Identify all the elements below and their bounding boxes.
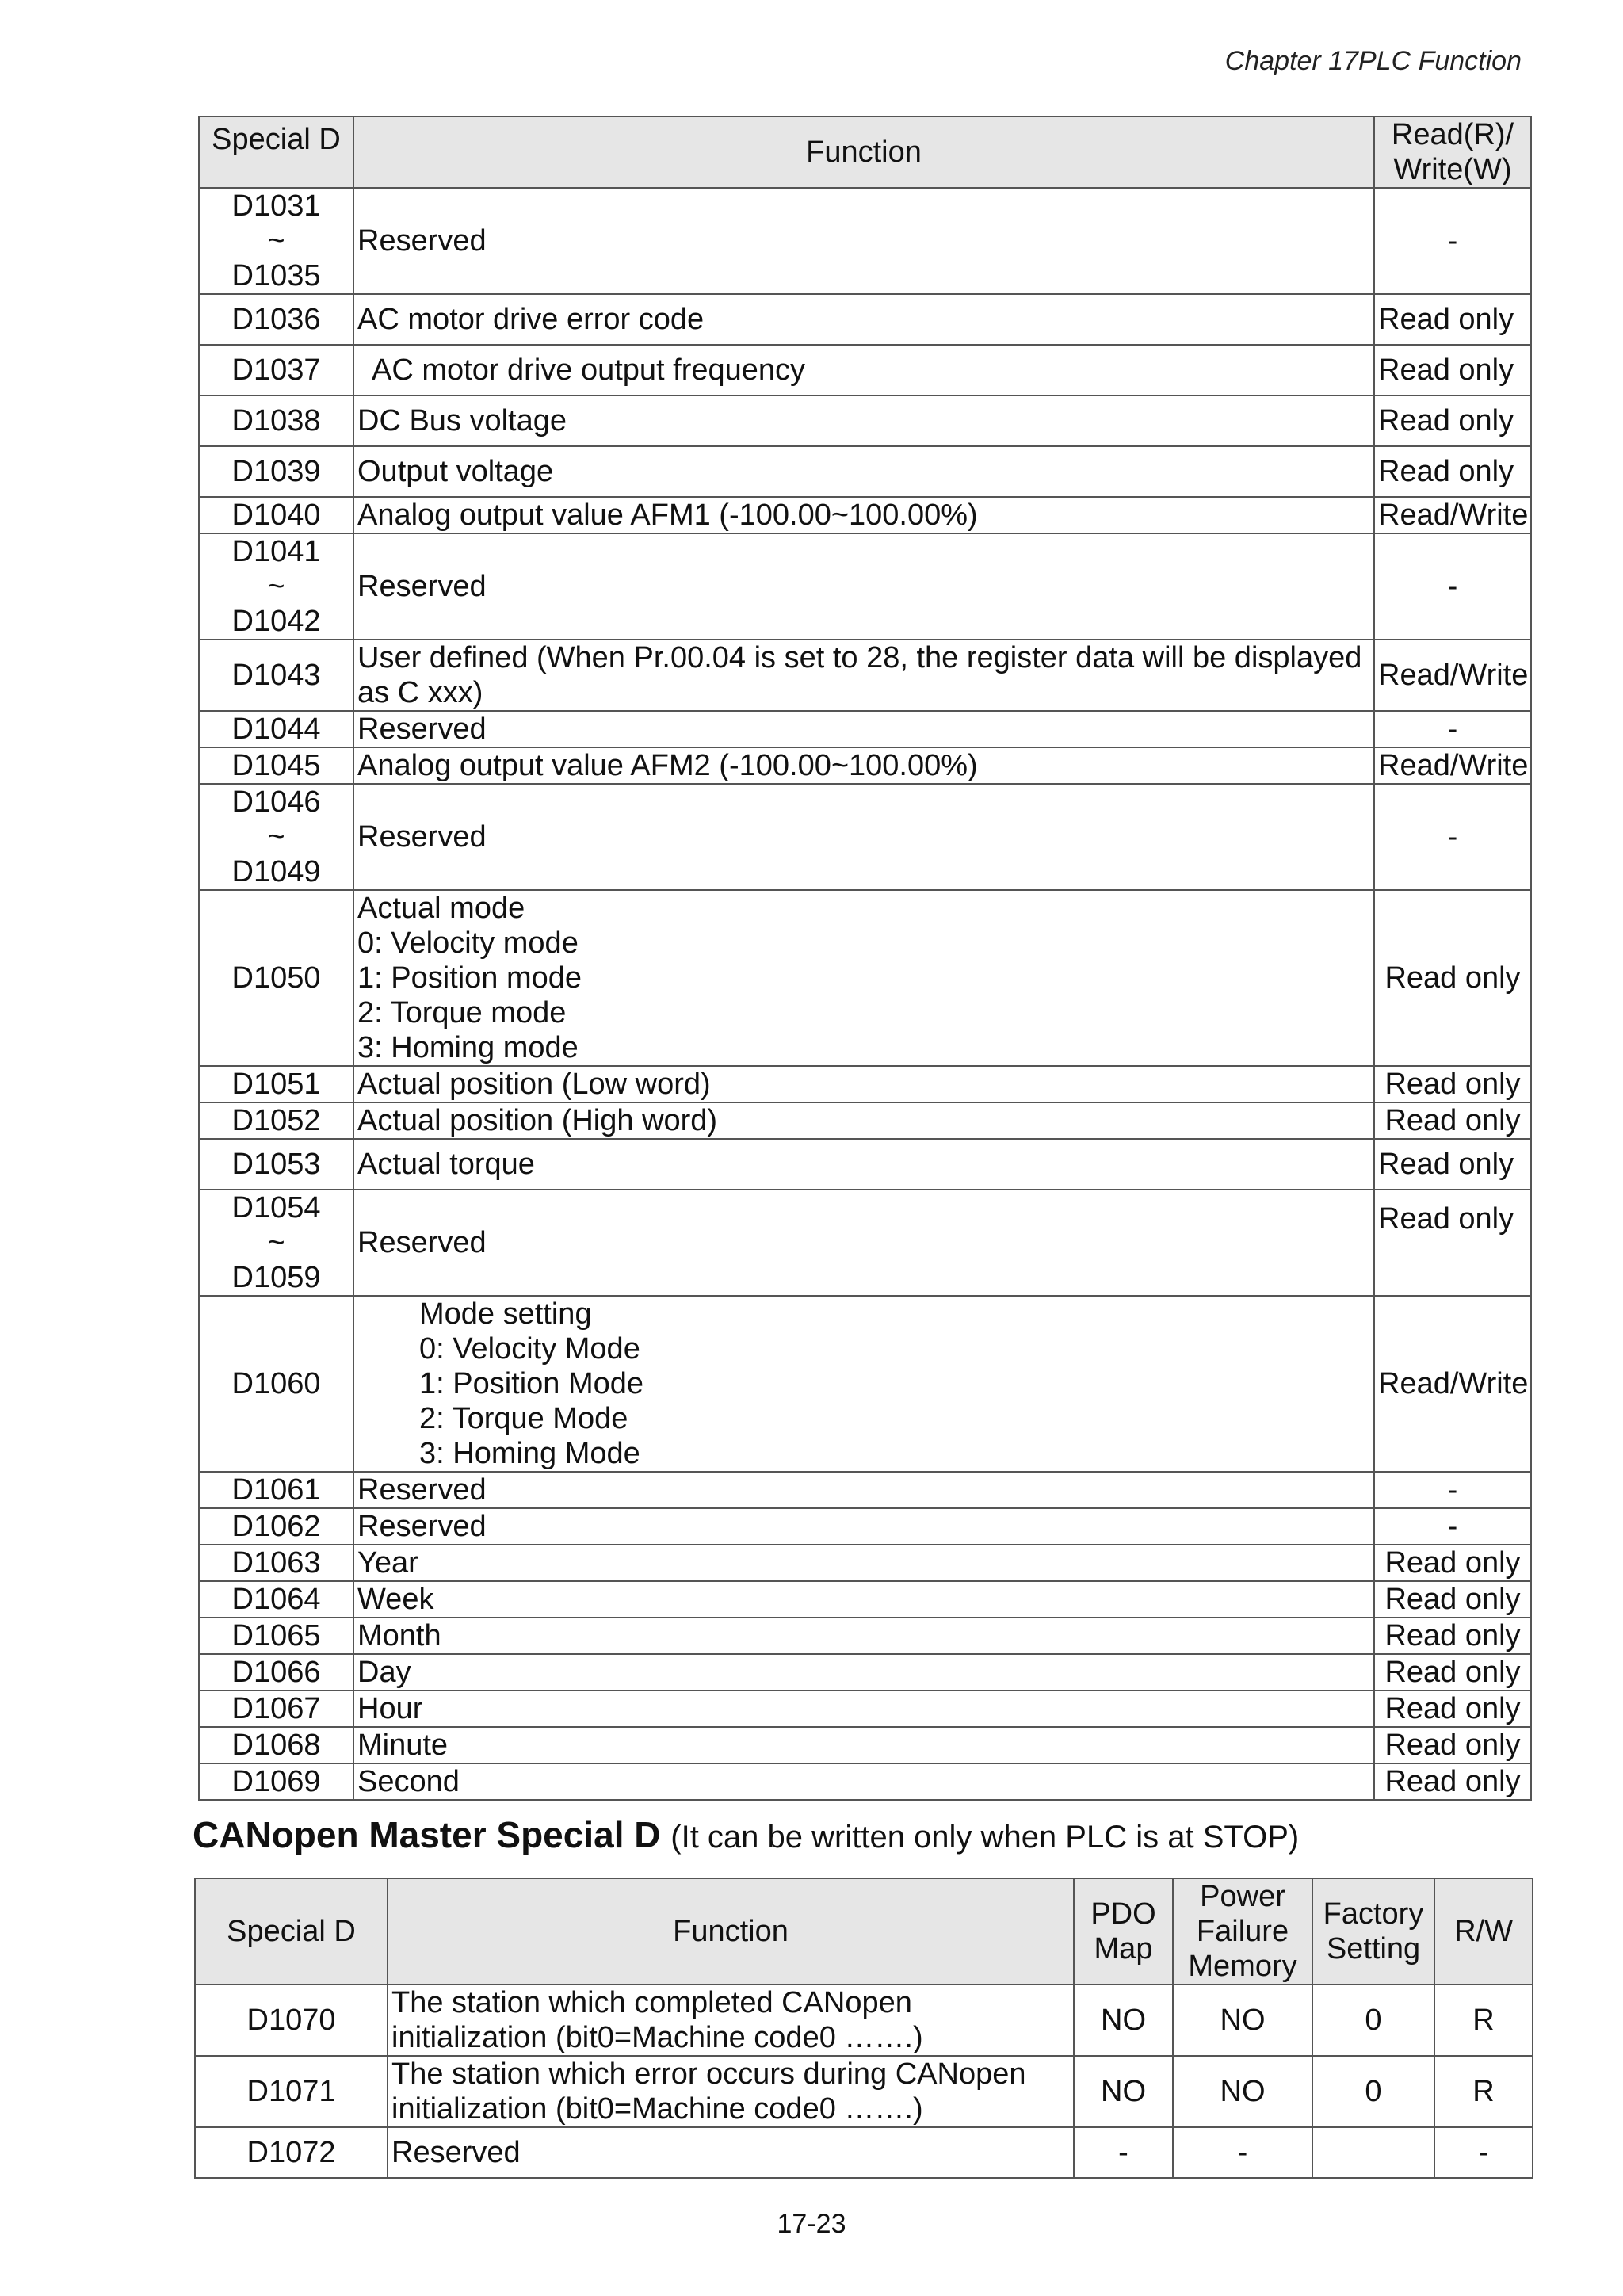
function-description bbox=[353, 1545, 1374, 1581]
line: D1037 bbox=[231, 353, 321, 387]
table-row bbox=[199, 1763, 1531, 1800]
register-code bbox=[199, 640, 353, 711]
table-row bbox=[199, 1066, 1531, 1102]
table-row bbox=[195, 2127, 1533, 2178]
section-note: (It can be written only when PLC is at STOP) bbox=[670, 1820, 1300, 1855]
register-code: D1071 bbox=[195, 2056, 388, 2127]
line: Reserved bbox=[357, 712, 487, 746]
section-title bbox=[193, 1813, 1299, 1856]
line: Actual torque bbox=[357, 1148, 535, 1181]
register-code bbox=[199, 1654, 353, 1690]
read-write-access: Read only bbox=[1374, 1763, 1531, 1800]
line: Day bbox=[357, 1656, 411, 1689]
register-code bbox=[199, 1763, 353, 1800]
line: 1: Position Mode bbox=[419, 1367, 644, 1400]
line: 0: Velocity Mode bbox=[419, 1332, 640, 1366]
line: D1053 bbox=[231, 1148, 321, 1181]
line: D1059 bbox=[231, 1261, 321, 1294]
rw-value: - bbox=[1434, 2127, 1533, 2178]
function-description bbox=[353, 1654, 1374, 1690]
read-write-access: - bbox=[1374, 1508, 1531, 1545]
line: Second bbox=[357, 1765, 460, 1798]
register-code: D1070 bbox=[195, 1985, 388, 2056]
table-row bbox=[199, 711, 1531, 747]
factory-setting-value bbox=[1312, 2127, 1434, 2178]
function-description bbox=[353, 1727, 1374, 1763]
read-write-access: Read only bbox=[1374, 1690, 1531, 1727]
table-row bbox=[199, 1139, 1531, 1190]
table-row bbox=[199, 395, 1531, 446]
line: Month bbox=[357, 1619, 441, 1652]
line: ~ bbox=[267, 570, 285, 603]
table-row bbox=[199, 640, 1531, 711]
pdo-map-value: - bbox=[1074, 2127, 1173, 2178]
function-description bbox=[353, 1139, 1374, 1190]
line: D1035 bbox=[231, 259, 321, 292]
register-code bbox=[199, 1296, 353, 1472]
line: Reserved bbox=[391, 2136, 521, 2169]
read-write-access: Read only bbox=[1374, 1066, 1531, 1102]
table-row bbox=[199, 497, 1531, 533]
line: D1067 bbox=[231, 1692, 321, 1725]
function-description bbox=[353, 1618, 1374, 1654]
header-rw-line1: Read(R)/ bbox=[1391, 118, 1514, 151]
header-rw-line2: Write(W) bbox=[1393, 153, 1512, 186]
register-code bbox=[199, 784, 353, 890]
line: AC motor drive output frequency bbox=[372, 353, 806, 387]
line: ~ bbox=[267, 820, 285, 854]
line: 2: Torque mode bbox=[357, 996, 567, 1030]
line: Analog output value AFM1 (-100.00~100.00%) bbox=[357, 499, 978, 532]
header-function: Function bbox=[388, 1878, 1074, 1985]
line: initialization (bit0=Machine code0 …….) bbox=[391, 2021, 923, 2054]
read-write-access: Read/Write bbox=[1374, 640, 1531, 711]
function-description bbox=[353, 533, 1374, 640]
register-code bbox=[199, 890, 353, 1066]
table-row bbox=[199, 1296, 1531, 1472]
register-code bbox=[199, 1102, 353, 1139]
function-description bbox=[353, 747, 1374, 784]
table-row bbox=[199, 1727, 1531, 1763]
line: Reserved bbox=[357, 570, 487, 603]
line: D1045 bbox=[231, 749, 321, 782]
line: D1036 bbox=[231, 303, 321, 336]
line: The station which completed CANopen bbox=[391, 1986, 912, 2019]
function-description bbox=[353, 1581, 1374, 1618]
read-write-access: Read only bbox=[1374, 345, 1531, 395]
line: initialization (bit0=Machine code0 …….) bbox=[391, 2092, 923, 2126]
table-row bbox=[199, 747, 1531, 784]
function-description bbox=[353, 784, 1374, 890]
register-code bbox=[199, 446, 353, 497]
register-code bbox=[199, 1581, 353, 1618]
pdo-map-value: NO bbox=[1074, 1985, 1173, 2056]
table-row bbox=[199, 294, 1531, 345]
read-write-access: - bbox=[1374, 1472, 1531, 1508]
line: Actual mode bbox=[357, 892, 525, 925]
table-row bbox=[199, 345, 1531, 395]
table-row bbox=[199, 1190, 1531, 1296]
function-description bbox=[353, 1102, 1374, 1139]
function-description bbox=[353, 1066, 1374, 1102]
table-row bbox=[199, 1472, 1531, 1508]
line: Analog output value AFM2 (-100.00~100.00%) bbox=[357, 749, 978, 782]
function-description bbox=[353, 188, 1374, 294]
register-code bbox=[199, 1066, 353, 1102]
line: D1068 bbox=[231, 1729, 321, 1762]
table-row bbox=[199, 1690, 1531, 1727]
line: Reserved bbox=[357, 820, 487, 854]
read-write-access: Read only bbox=[1374, 1102, 1531, 1139]
line: Minute bbox=[357, 1729, 449, 1762]
register-code bbox=[199, 1508, 353, 1545]
table-row bbox=[195, 1985, 1533, 2056]
line: ~ bbox=[267, 1226, 285, 1259]
table-row bbox=[199, 533, 1531, 640]
page-number: 17-23 bbox=[777, 2209, 846, 2239]
line: User defined (When Pr.00.04 is set to 28, the register data will be displayed bbox=[357, 641, 1362, 674]
header-power-failure-memory bbox=[1173, 1878, 1312, 1985]
line: Reserved bbox=[357, 1473, 487, 1507]
rw-value: R bbox=[1434, 2056, 1533, 2127]
function-description bbox=[353, 497, 1374, 533]
read-write-access: - bbox=[1374, 784, 1531, 890]
table-row bbox=[199, 1581, 1531, 1618]
read-write-access: Read only bbox=[1374, 395, 1531, 446]
register-code: D1072 bbox=[195, 2127, 388, 2178]
read-write-access: Read only bbox=[1374, 446, 1531, 497]
read-write-access: Read only bbox=[1374, 294, 1531, 345]
line: D1066 bbox=[231, 1656, 321, 1689]
table-row bbox=[199, 890, 1531, 1066]
read-write-access: Read/Write bbox=[1374, 497, 1531, 533]
power-failure-memory-value: - bbox=[1173, 2127, 1312, 2178]
table-row bbox=[199, 784, 1531, 890]
line: D1049 bbox=[231, 855, 321, 888]
line: D1069 bbox=[231, 1765, 321, 1798]
function-description bbox=[353, 711, 1374, 747]
table-row bbox=[199, 188, 1531, 294]
line: D1040 bbox=[231, 499, 321, 532]
register-code bbox=[199, 1618, 353, 1654]
line: 2: Torque Mode bbox=[419, 1402, 628, 1435]
line: The station which error occurs during CANopen bbox=[391, 2057, 1026, 2091]
function-description bbox=[353, 1190, 1374, 1296]
line: DC Bus voltage bbox=[357, 404, 567, 437]
table-row bbox=[195, 2056, 1533, 2127]
function-description bbox=[388, 2127, 1074, 2178]
line: D1050 bbox=[231, 961, 321, 995]
line: Actual position (Low word) bbox=[357, 1068, 711, 1101]
function-description bbox=[353, 345, 1374, 395]
read-write-access: Read only bbox=[1374, 1727, 1531, 1763]
power-failure-memory-value: NO bbox=[1173, 1985, 1312, 2056]
read-write-access: - bbox=[1374, 711, 1531, 747]
register-code bbox=[199, 1690, 353, 1727]
function-description bbox=[353, 1690, 1374, 1727]
header-rw: R/W bbox=[1434, 1878, 1533, 1985]
line: D1044 bbox=[231, 712, 321, 746]
line: D1065 bbox=[231, 1619, 321, 1652]
line: D1063 bbox=[231, 1546, 321, 1580]
line: Week bbox=[357, 1583, 434, 1616]
header-pdo-map bbox=[1074, 1878, 1173, 1985]
pdo-map-value: NO bbox=[1074, 2056, 1173, 2127]
line: AC motor drive error code bbox=[357, 303, 705, 336]
read-write-access: - bbox=[1374, 188, 1531, 294]
table-row bbox=[199, 1618, 1531, 1654]
function-description bbox=[353, 890, 1374, 1066]
line: Mode setting bbox=[419, 1297, 592, 1331]
special-d-table bbox=[198, 116, 1532, 1801]
line: Reserved bbox=[357, 1510, 487, 1543]
line: Reserved bbox=[357, 224, 487, 258]
line: 3: Homing Mode bbox=[419, 1437, 640, 1470]
read-write-access: Read/Write bbox=[1374, 1296, 1531, 1472]
table-row bbox=[199, 1508, 1531, 1545]
line: D1054 bbox=[231, 1191, 321, 1224]
line: D1042 bbox=[231, 605, 321, 638]
line: 0: Velocity mode bbox=[357, 926, 579, 960]
section-title-text: CANopen Master Special D bbox=[193, 1814, 661, 1855]
line: D1064 bbox=[231, 1583, 321, 1616]
header-factory-line1: Factory bbox=[1323, 1897, 1424, 1931]
factory-setting-value: 0 bbox=[1312, 2056, 1434, 2127]
header-pdo-line1: PDO bbox=[1090, 1897, 1156, 1931]
register-code bbox=[199, 1139, 353, 1190]
register-code bbox=[199, 497, 353, 533]
factory-setting-value: 0 bbox=[1312, 1985, 1434, 2056]
read-write-access: Read only bbox=[1374, 1618, 1531, 1654]
line: D1038 bbox=[231, 404, 321, 437]
header-special-d: Special D bbox=[199, 117, 353, 188]
line: D1061 bbox=[231, 1473, 321, 1507]
function-description bbox=[353, 640, 1374, 711]
function-description bbox=[353, 1472, 1374, 1508]
register-code bbox=[199, 533, 353, 640]
line: D1051 bbox=[231, 1068, 321, 1101]
line: Year bbox=[357, 1546, 418, 1580]
line: D1062 bbox=[231, 1510, 321, 1543]
line: D1052 bbox=[231, 1104, 321, 1137]
read-write-access: Read only bbox=[1374, 1654, 1531, 1690]
line: as C xxx) bbox=[357, 676, 483, 709]
read-write-access: Read only bbox=[1374, 1139, 1531, 1190]
table-row bbox=[199, 446, 1531, 497]
rw-value: R bbox=[1434, 1985, 1533, 2056]
header-read-write bbox=[1374, 117, 1531, 188]
register-code bbox=[199, 747, 353, 784]
header-pdo-line2: Map bbox=[1094, 1932, 1153, 1966]
line: Hour bbox=[357, 1692, 423, 1725]
register-code bbox=[199, 294, 353, 345]
line: 3: Homing mode bbox=[357, 1031, 579, 1064]
line: D1046 bbox=[231, 785, 321, 819]
read-write-access: Read only bbox=[1374, 890, 1531, 1066]
function-description bbox=[353, 1508, 1374, 1545]
line: ~ bbox=[267, 224, 285, 258]
line: D1039 bbox=[231, 455, 321, 488]
line: 1: Position mode bbox=[357, 961, 582, 995]
read-write-access: - bbox=[1374, 533, 1531, 640]
register-code bbox=[199, 711, 353, 747]
read-write-access: Read only bbox=[1374, 1545, 1531, 1581]
function-description bbox=[353, 395, 1374, 446]
line: D1060 bbox=[231, 1367, 321, 1400]
table-row bbox=[199, 1545, 1531, 1581]
read-write-access: Read only bbox=[1374, 1581, 1531, 1618]
line: Actual position (High word) bbox=[357, 1104, 718, 1137]
line: D1041 bbox=[231, 535, 321, 568]
function-description bbox=[353, 1763, 1374, 1800]
chapter-header: Chapter 17PLC Function bbox=[1224, 46, 1522, 76]
header-power-line1: Power bbox=[1200, 1880, 1285, 1913]
function-description bbox=[353, 294, 1374, 345]
register-code bbox=[199, 188, 353, 294]
register-code bbox=[199, 395, 353, 446]
read-write-access: Read only bbox=[1374, 1190, 1531, 1296]
line: Reserved bbox=[357, 1226, 487, 1259]
line: Output voltage bbox=[357, 455, 554, 488]
function-description bbox=[353, 1296, 1374, 1472]
header-function: Function bbox=[353, 117, 1374, 188]
header-special-d: Special D bbox=[195, 1878, 388, 1985]
table-header-row bbox=[195, 1878, 1533, 1985]
canopen-master-table bbox=[194, 1878, 1533, 2179]
table-row bbox=[199, 1654, 1531, 1690]
power-failure-memory-value: NO bbox=[1173, 2056, 1312, 2127]
function-description bbox=[388, 1985, 1074, 2056]
register-code bbox=[199, 345, 353, 395]
register-code bbox=[199, 1727, 353, 1763]
function-description bbox=[353, 446, 1374, 497]
line: D1043 bbox=[231, 659, 321, 692]
function-description bbox=[388, 2056, 1074, 2127]
register-code bbox=[199, 1190, 353, 1296]
header-factory-setting bbox=[1312, 1878, 1434, 1985]
table-header-row bbox=[199, 117, 1531, 188]
register-code bbox=[199, 1472, 353, 1508]
header-power-line2: Failure bbox=[1196, 1915, 1289, 1948]
read-write-access: Read/Write bbox=[1374, 747, 1531, 784]
table-row bbox=[199, 1102, 1531, 1139]
header-factory-line2: Setting bbox=[1326, 1932, 1421, 1966]
header-power-line3: Memory bbox=[1188, 1950, 1297, 1983]
line: D1031 bbox=[231, 189, 321, 223]
register-code bbox=[199, 1545, 353, 1581]
